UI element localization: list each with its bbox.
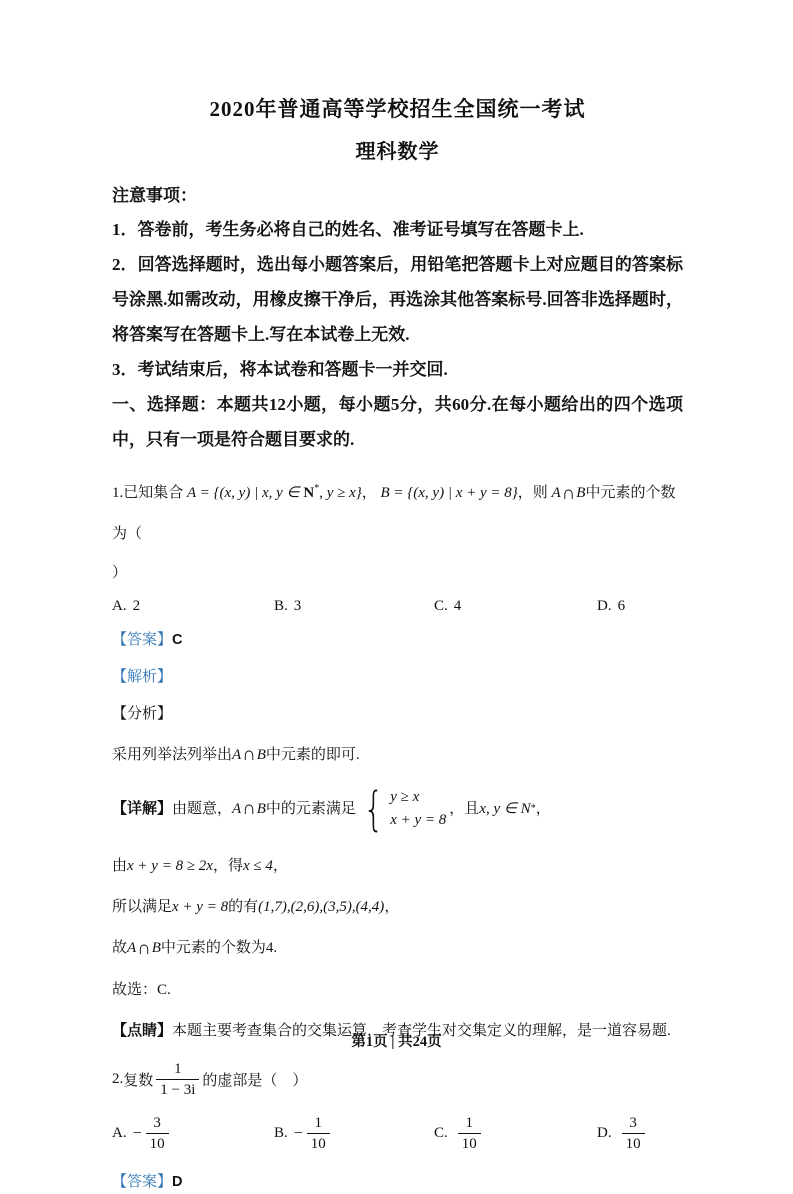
question-1-stem: 1.已知集合 A = {(x, y) | x, y ∈ N*, y ≥ x}， B = {(x, y) | x + y = 8}，则 A∩B中元素的个数为（ bbox=[112, 482, 676, 542]
option-c: C. $\frac{1}{10}$ bbox=[434, 1114, 597, 1153]
fraction-numerator: 1 bbox=[156, 1060, 199, 1080]
conclusion-line: 故选：C. bbox=[112, 981, 171, 998]
fraction-denominator: 1 − 3i bbox=[160, 1082, 196, 1098]
dianjing-text: 本题主要考查集合的交集运算，考查学生对交集定义的理解，是一道容易题. bbox=[172, 1022, 671, 1039]
star-superscript: * bbox=[530, 803, 536, 814]
answer-value: C bbox=[172, 631, 183, 648]
derivation-line-3: 故A∩B中元素的个数为4. bbox=[112, 937, 278, 959]
option-a: A. 2 bbox=[112, 597, 141, 614]
intersection-icon: ∩ bbox=[137, 937, 151, 959]
notice-item-1: 1．答卷前，考生务必将自己的姓名、准考证号填写在答题卡上. bbox=[112, 220, 584, 239]
cases-system bbox=[359, 782, 447, 836]
detail-line: 【详解】 由题意， A ∩ B 中的元素满足 { y ≥ x x + y = 8 ，且 x, y ∈ N * ， bbox=[112, 782, 551, 836]
option-c: C. 4 bbox=[434, 597, 462, 614]
fenxi-marker: 【分析】 bbox=[112, 705, 173, 722]
notice-heading: 注意事项： bbox=[112, 186, 197, 205]
question-2-answer-line bbox=[112, 1170, 683, 1194]
set-N-symbol: N bbox=[303, 485, 315, 501]
intersection-icon: ∩ bbox=[242, 744, 256, 765]
question-2-tail: 的虚部是（ ） bbox=[202, 1073, 308, 1089]
jiexi-marker: 【解析】 bbox=[112, 668, 173, 685]
page-footer: 第1页 | 共24页 bbox=[351, 1034, 442, 1050]
question-2-options bbox=[112, 1111, 683, 1157]
question-1-answer-line bbox=[112, 628, 683, 652]
question-1-options bbox=[112, 598, 683, 615]
question-2-number: 2. bbox=[112, 1071, 124, 1087]
option-c-fraction: $\frac{1}{10}$ bbox=[458, 1114, 481, 1153]
dianjing-marker: 【点睛】 bbox=[112, 1022, 173, 1039]
question-1-tail: 中元素的个数为（ bbox=[112, 485, 676, 542]
detail-marker: 【详解】 bbox=[112, 801, 173, 817]
option-d-fraction: $\frac{3}{10}$ bbox=[622, 1114, 645, 1153]
question-1-lead: 已知集合 bbox=[123, 485, 184, 501]
cases-bottom: x + y = 8 bbox=[390, 812, 447, 828]
question-1-number: 1. bbox=[112, 485, 124, 501]
answer-marker: 【答案】 bbox=[112, 1173, 173, 1190]
set-b-formula: B = {(x, y) | x + y = 8} bbox=[380, 485, 518, 501]
option-b-fraction: $\frac{1}{10}$ bbox=[307, 1114, 330, 1153]
answer-marker: 【答案】 bbox=[112, 631, 173, 648]
set-a-formula: A = {(x, y) | x, y ∈ N*, y ≥ x} bbox=[187, 483, 362, 501]
notice-item-2: 2．回答选择题时，选出每小题答案后，用铅笔把答题卡上对应题目的答案标号涂黑.如需改动，用橡皮擦干净后，再选涂其他答案标号.回答非选择题时，将答案写在答题卡上.写在本试卷上无效. bbox=[112, 255, 683, 344]
notice-item-3: 3．考试结束后，将本试卷和答题卡一并交回. bbox=[112, 360, 448, 379]
derivation-line-1: 由x + y = 8 ≥ 2x，得x ≤ 4， bbox=[112, 858, 288, 874]
question-1-close-paren: ） bbox=[112, 564, 128, 581]
left-brace-icon: { bbox=[363, 782, 384, 836]
intersection-icon: ∩ bbox=[561, 482, 576, 504]
page-subtitle: 理科数学 bbox=[355, 141, 440, 163]
option-a: A. − $\frac{3}{10}$ bbox=[112, 1114, 274, 1153]
question-2-stem bbox=[112, 1057, 683, 1103]
star-superscript: * bbox=[314, 483, 320, 494]
option-d: D. $\frac{3}{10}$ bbox=[597, 1114, 683, 1153]
analysis-line: 采用列举法列举出A∩B中元素的即可. bbox=[112, 744, 360, 765]
option-d: D. 6 bbox=[597, 597, 626, 614]
cases-top: y ≥ x bbox=[390, 789, 420, 805]
derivation-line-2: 所以满足x + y = 8的有(1,7),(2,6),(3,5),(4,4)， bbox=[112, 899, 400, 915]
section-heading: 一、选择题：本题共12小题，每小题5分，共60分.在每小题给出的四个选项中，只有一项是符合题目要求的. bbox=[112, 395, 683, 449]
question-2-lead: 复数 bbox=[123, 1073, 154, 1089]
option-a-fraction: $\frac{3}{10}$ bbox=[146, 1114, 169, 1153]
option-b: B. 3 bbox=[274, 597, 302, 614]
complex-fraction bbox=[156, 1060, 199, 1099]
option-b: B. − $\frac{1}{10}$ bbox=[274, 1114, 434, 1153]
page-title: 2020年普通高等学校招生全国统一考试 bbox=[209, 97, 586, 121]
answer-value: D bbox=[172, 1173, 183, 1190]
jiexi-line bbox=[112, 665, 683, 689]
fenxi-line bbox=[112, 702, 683, 726]
intersection-icon: ∩ bbox=[242, 798, 256, 819]
